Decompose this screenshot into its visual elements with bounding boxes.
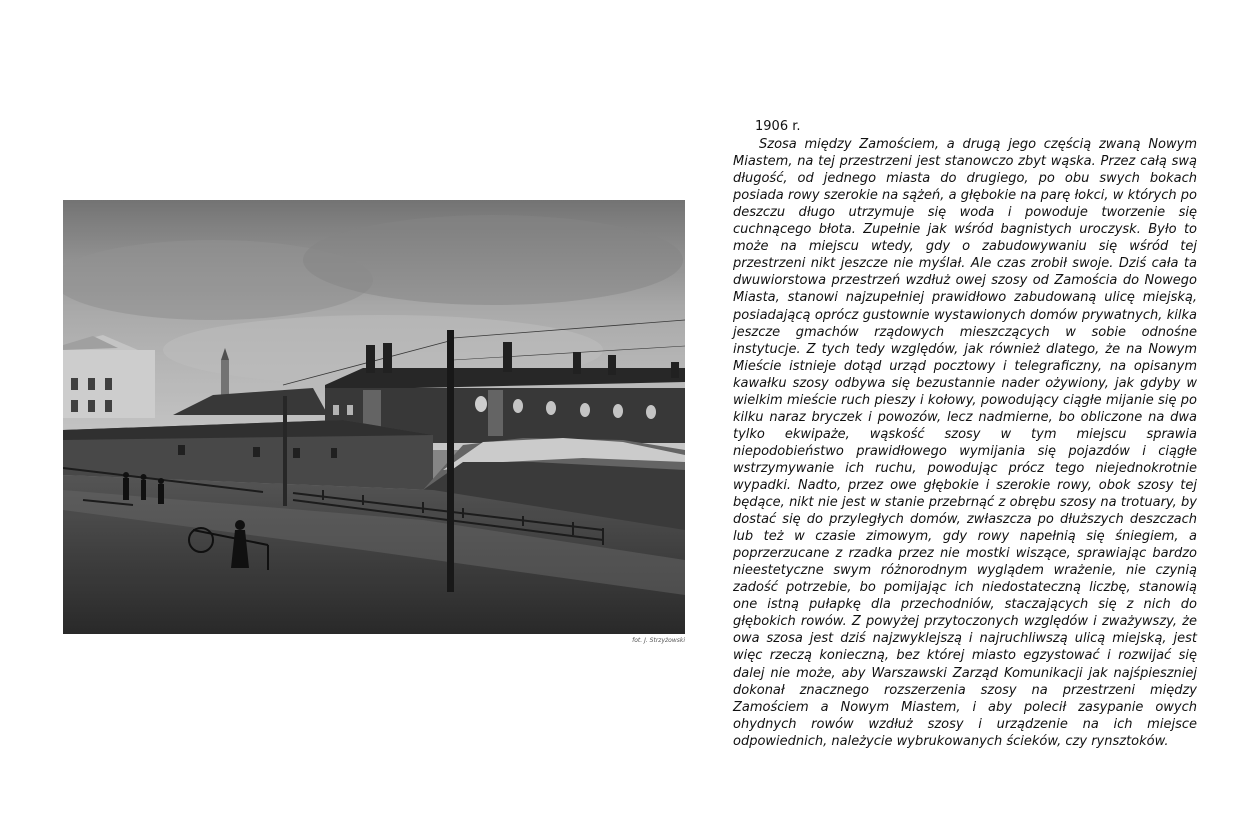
photo-illustration — [63, 200, 685, 634]
article-paragraph: Szosa między Zamościem, a drugą jego częścią zwaną Nowym Miastem, na tej przestrzeni jest stanowczo zbyt wąska. Przez całą swą długość, od jednego miasta do drugiego, po obu swych bokach posiada rowy szerokie na sążeń, a głębokie na parę łokci, w których po deszczu długo utrzymuje się woda i powoduje tworzenie się cuchnącego błota. Zupełnie jak wśród bagnistych uroczysk. Było to może na miejscu wtedy, gdy o zabudowywaniu się wśród tej przestrzeni nikt jeszcze nie myślał. Ale czas zrobił swoje. Dziś cała ta dwuwiorstowa przestrzeń wzdłuż owej szosy od Zamościa do Nowego Miasta, stanowi najzupełniej prawidłowo zabudowaną ulicę miejską, posiadającą oprócz gustownie wystawionych domów prywatnych, kilka jeszcze gmachów rządowych mieszczących w sobie odnośne instytucje. Z tych tedy względów, jak również dlatego, że na Nowym Mieście istnieje dotąd urząd pocztowy i telegraficzny, na opisanym kawałku szosy odbywa się bezustannie nader ożywiony, jak gdyby w wielkim mieście ruch pieszy i kołowy, powodujący ciągłe mijanie się po kilku naraz bryczek i powozów, lecz nadmierne, bo obliczone na dwa tylko ekwipaże, wąskość szosy w tym miejscu sprawia niepodobieństwo prawidłowego wymijania się pojazdów i ciągłe wstrzymywanie ich ruchu, powodując prócz tego niejednokrotnie wypadki. Nadto, przez owe głębokie i szerokie rowy, obok szosy tej będące, nikt nie jest w stanie przebrnąć z obrębu szosy na trotuary, by dostać się do przyległych domów, zwłaszcza po dłuższych deszczach lub też w czasie zimowym, gdy rowy napełnią się śniegiem, a poprzerzucane z rzadka przez nie mostki wiszące, sprawiając bardzo nieestetyczne swym różnorodnym wyglądem wrażenie, nie czynią zadość potrzebie, bo pomijając ich niedostateczną liczbę, stanowią one istną pułapkę dla przechodniów, staczających się z nich do głębokich rowów. Z powyżej przytoczonych względów i zważywszy, że owa szosa jest dziś najzwyklejszą i najruchliwszą ulicą miejską, jest więc rzeczą konieczną, bez której miasto egzystować i rozwijać się dalej nie może, aby Warszawski Zarząd Komunikacji jak najśpieszniej dokonał znacznego rozszerzenia szosy na przestrzeni między Zamościem a Nowym Miastem, i aby polecił zasypanie owych ohydnych rowów wzdłuż szosy i urządzenie na ich miejsce odpowiednich, należycie wybrukowanych ścieków, czy rynsztoków. — [733, 137, 1197, 749]
historic-photo — [63, 200, 685, 634]
photo-caption: fot. J. Strzyżowski — [632, 637, 685, 644]
article-year: 1906 r. — [755, 119, 801, 134]
article-text — [733, 118, 1197, 750]
